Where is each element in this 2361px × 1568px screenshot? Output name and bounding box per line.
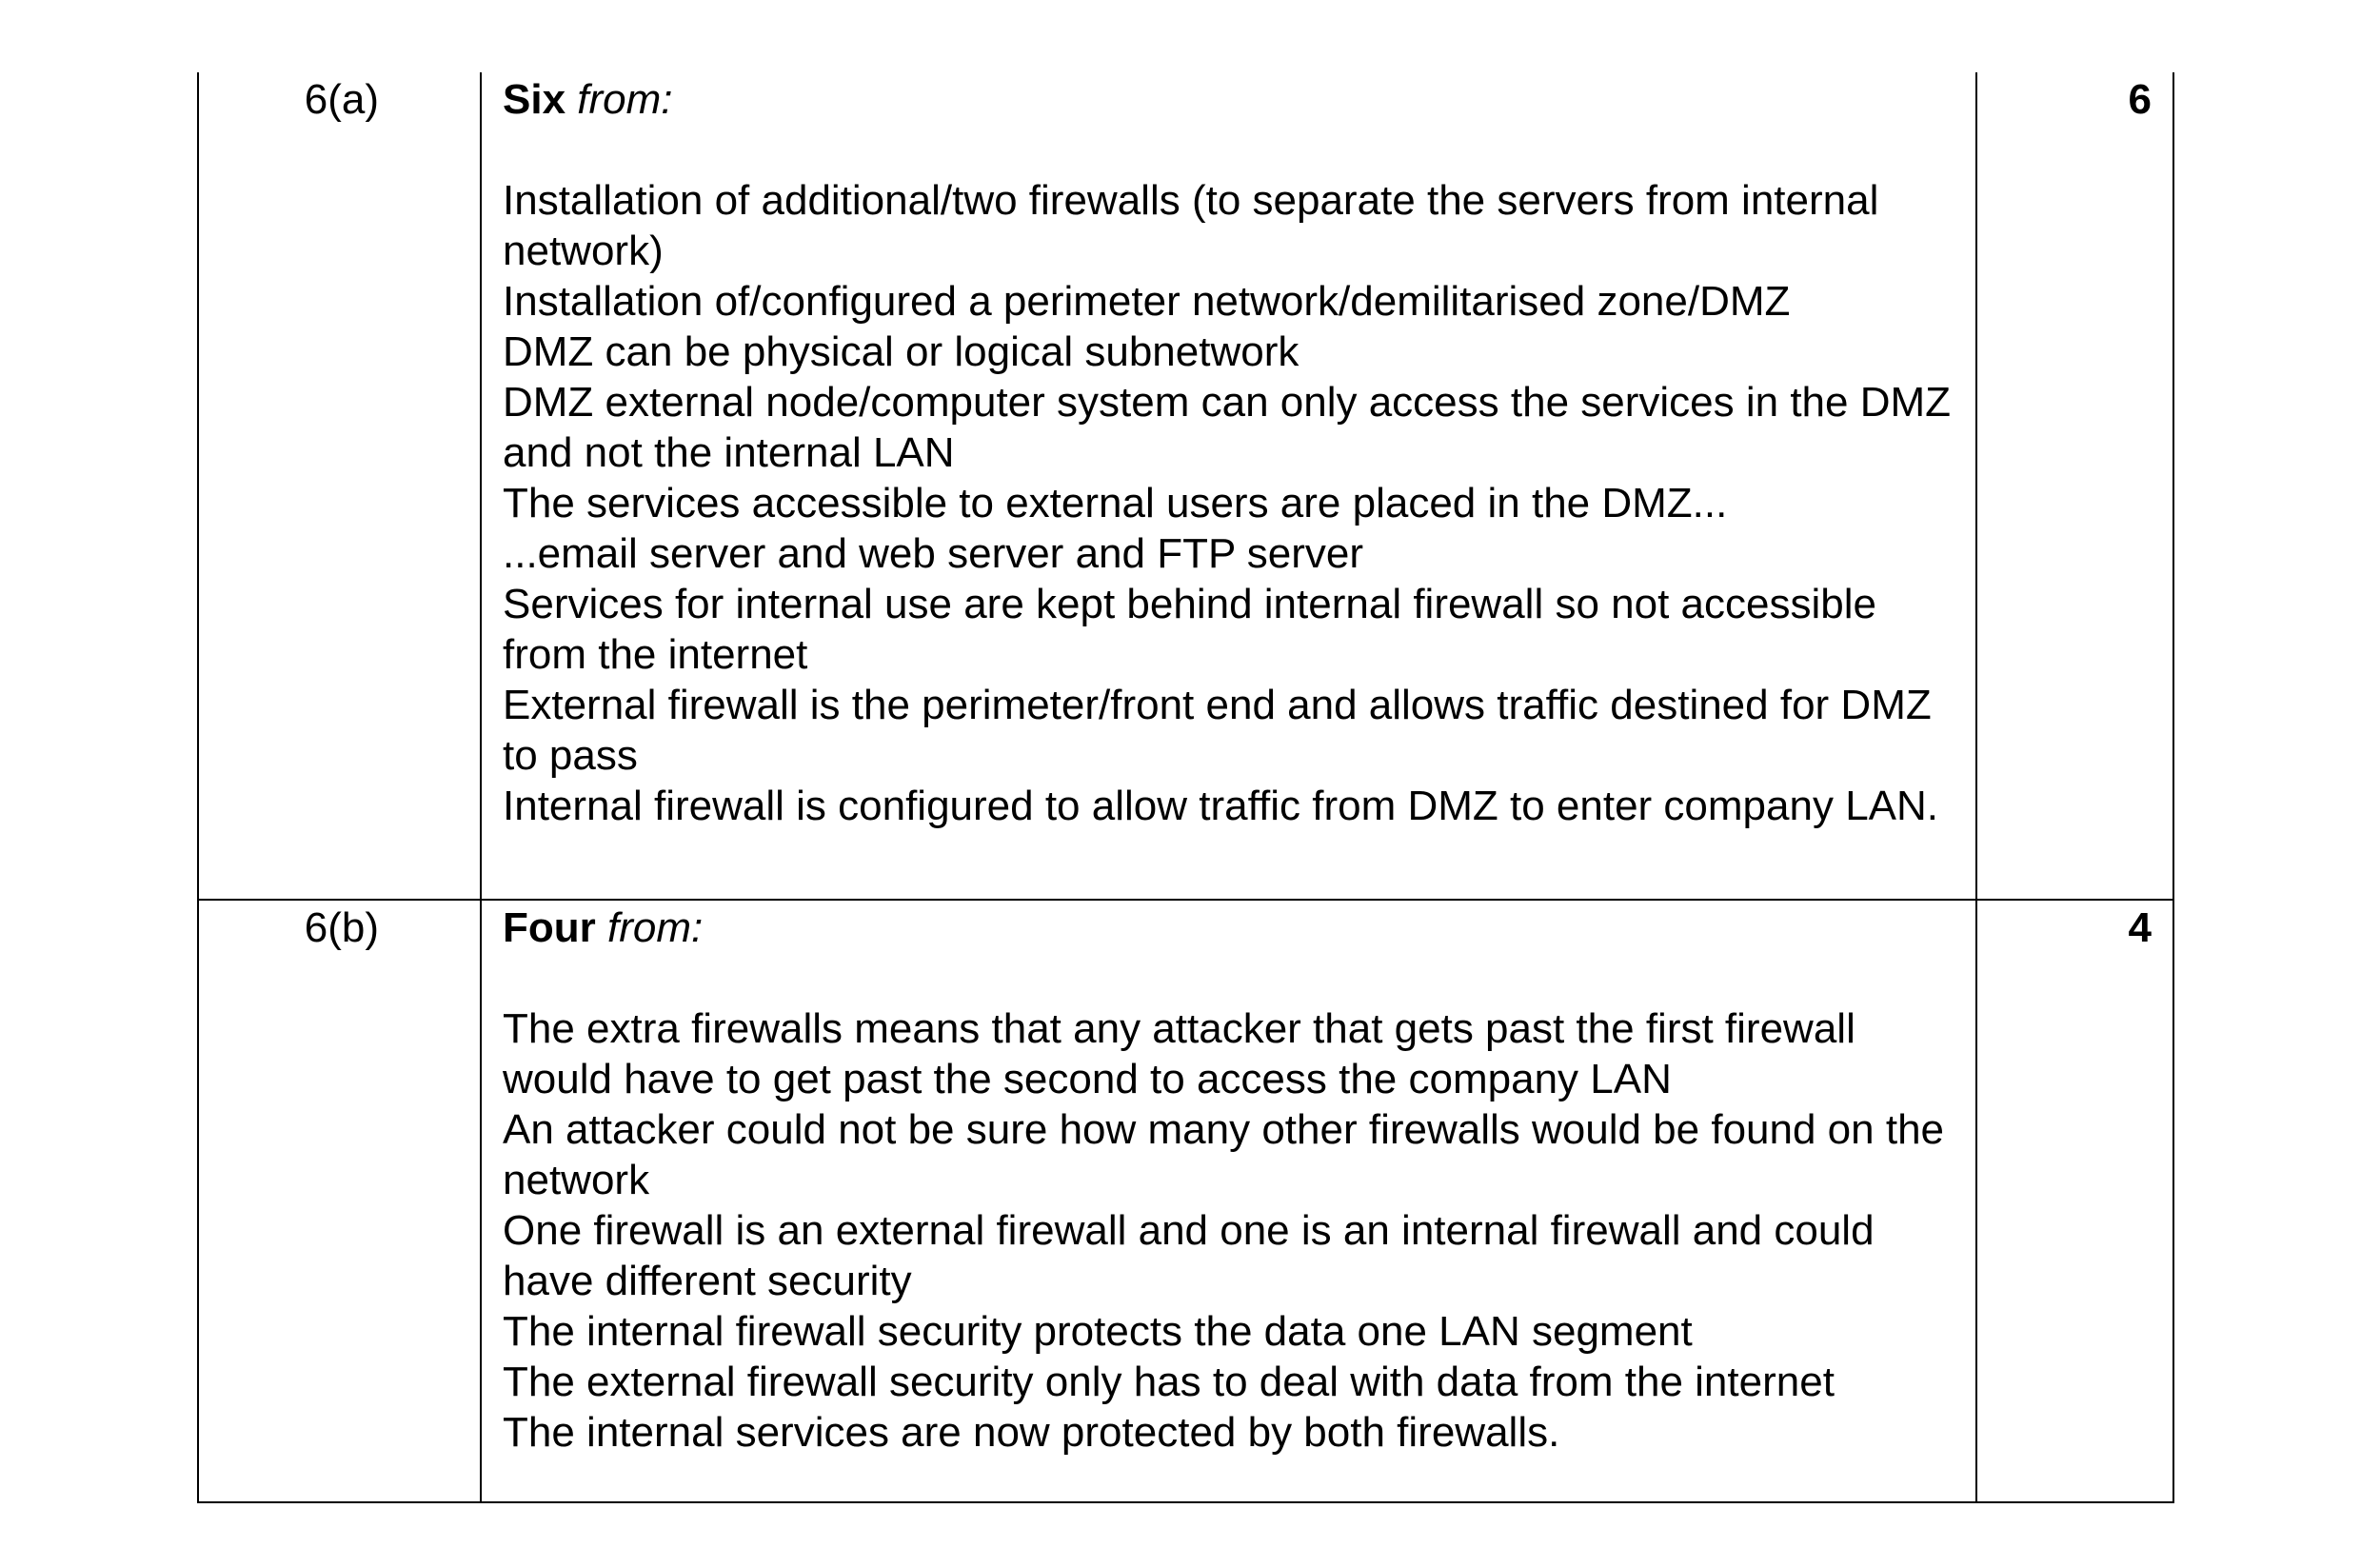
answer-point: Internal firewall is configured to allow traffic from DMZ to enter company LAN. [503, 783, 1939, 829]
answer-point: An attacker could not be sure how many other firewalls would be found on the network [503, 1106, 1945, 1203]
table-row-6b [198, 900, 2173, 1502]
answer-point: Services for internal use are kept behind internal firewall so not accessible from the internet [503, 581, 1876, 678]
answer-point: The services accessible to external users are placed in the DMZ... [503, 480, 1728, 526]
answer-point: One firewall is an external firewall and one is an internal firewall and could have different security [503, 1207, 1875, 1304]
answer-point: Installation of/configured a perimeter network/demilitarised zone/DMZ [503, 278, 1791, 325]
intro-count: Six [503, 76, 566, 123]
intro-from: from: [577, 76, 673, 123]
answer-point: The internal services are now protected by both firewalls. [503, 1409, 1560, 1456]
table-row-6a [198, 72, 2173, 900]
answer-intro [503, 74, 1960, 125]
answer-point: DMZ can be physical or logical subnetwork [503, 328, 1300, 375]
answer-intro [503, 903, 1960, 953]
answer-point: The external firewall security only has to deal with data from the internet [503, 1359, 1835, 1405]
answer-point: DMZ external node/computer system can only access the services in the DMZ and not the internal LAN [503, 379, 1952, 476]
answer-point: ...email server and web server and FTP server [503, 530, 1363, 577]
marks-value: 4 [1976, 900, 2173, 1502]
intro-from: from: [607, 904, 704, 951]
answer-cell [481, 72, 1976, 900]
mark-scheme-table [197, 72, 2174, 1503]
answer-point: The internal firewall security protects the data one LAN segment [503, 1308, 1693, 1355]
question-number: 6(b) [198, 900, 481, 1502]
answer-point: External firewall is the perimeter/front end and allows traffic destined for DMZ to pass [503, 682, 1932, 779]
answer-point: The extra firewalls means that any attacker that gets past the first firewall would have to get past the second to access the company LAN [503, 1005, 1855, 1102]
answer-point: Installation of additional/two firewalls (to separate the servers from internal network) [503, 177, 1879, 274]
intro-count: Four [503, 904, 596, 951]
question-number: 6(a) [198, 72, 481, 900]
marks-value: 6 [1976, 72, 2173, 900]
answer-cell [481, 900, 1976, 1502]
